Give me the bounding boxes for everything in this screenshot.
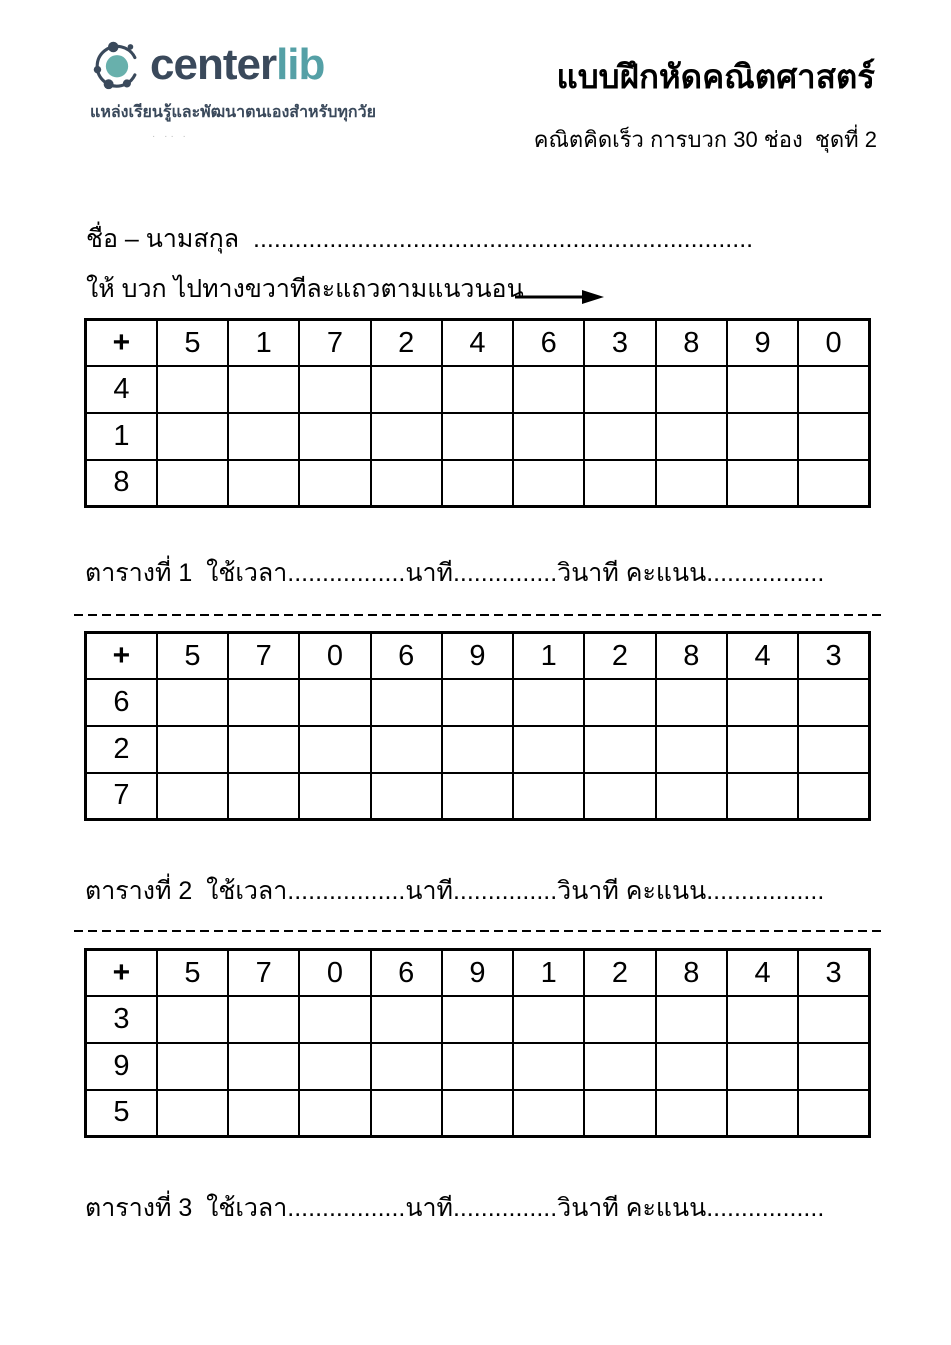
answer-cell bbox=[299, 726, 370, 773]
answer-cell bbox=[371, 1043, 442, 1090]
answer-cell bbox=[727, 726, 798, 773]
addition-table-2 bbox=[84, 631, 871, 821]
answer-cell bbox=[656, 1090, 727, 1137]
row-number-cell: 1 bbox=[86, 413, 157, 460]
header-number-cell: 3 bbox=[798, 633, 869, 680]
header-number-cell: 7 bbox=[228, 950, 299, 997]
header-number-cell: 2 bbox=[584, 633, 655, 680]
answer-cell bbox=[299, 1090, 370, 1137]
answer-cell bbox=[157, 726, 228, 773]
header-number-cell: 1 bbox=[513, 633, 584, 680]
answer-cell bbox=[656, 996, 727, 1043]
answer-cell bbox=[299, 413, 370, 460]
wordmark-secondary: lib bbox=[276, 40, 325, 89]
row-number-cell: 5 bbox=[86, 1090, 157, 1137]
header-number-cell: 8 bbox=[656, 950, 727, 997]
answer-cell bbox=[727, 996, 798, 1043]
answer-cell bbox=[157, 366, 228, 413]
answer-cell bbox=[371, 996, 442, 1043]
row-number-cell: 6 bbox=[86, 679, 157, 726]
header-number-cell: 1 bbox=[228, 320, 299, 367]
answer-cell bbox=[371, 773, 442, 820]
answer-cell bbox=[798, 773, 869, 820]
header-number-cell: 5 bbox=[157, 320, 228, 367]
header-number-cell: 9 bbox=[727, 320, 798, 367]
answer-cell bbox=[157, 679, 228, 726]
table-row bbox=[86, 1090, 870, 1137]
header-number-cell: 6 bbox=[513, 320, 584, 367]
answer-cell bbox=[371, 726, 442, 773]
answer-cell bbox=[798, 366, 869, 413]
row-number-cell: 7 bbox=[86, 773, 157, 820]
answer-cell bbox=[584, 1043, 655, 1090]
answer-cell bbox=[798, 679, 869, 726]
answer-cell bbox=[656, 1043, 727, 1090]
header-number-cell: 0 bbox=[798, 320, 869, 367]
answer-cell bbox=[727, 679, 798, 726]
centerlib-wordmark bbox=[150, 40, 324, 90]
table-1-caption: ตารางที่ 1 ใช้เวลา.................นาที...............วินาที คะแนน................. bbox=[85, 559, 825, 587]
answer-cell bbox=[513, 679, 584, 726]
page-subtitle: คณิตคิดเร็ว การบวก 30 ช่อง ชุดที่ 2 bbox=[533, 127, 877, 152]
answer-cell bbox=[228, 413, 299, 460]
table-row bbox=[86, 413, 870, 460]
answer-cell bbox=[513, 413, 584, 460]
answer-cell bbox=[584, 773, 655, 820]
header-number-cell: 0 bbox=[299, 950, 370, 997]
answer-cell bbox=[798, 1043, 869, 1090]
answer-cell bbox=[727, 366, 798, 413]
answer-cell bbox=[299, 366, 370, 413]
answer-cell bbox=[371, 1090, 442, 1137]
row-number-cell: 4 bbox=[86, 366, 157, 413]
answer-cell bbox=[727, 460, 798, 507]
row-number-cell: 8 bbox=[86, 460, 157, 507]
answer-cell bbox=[513, 996, 584, 1043]
header-number-cell: 5 bbox=[157, 633, 228, 680]
answer-cell bbox=[442, 1043, 513, 1090]
header-number-cell: 6 bbox=[371, 950, 442, 997]
answer-cell bbox=[584, 1090, 655, 1137]
operator-cell: + bbox=[86, 950, 157, 997]
answer-cell bbox=[371, 460, 442, 507]
answer-cell bbox=[228, 996, 299, 1043]
table-header-row bbox=[86, 950, 870, 997]
brand-tagline: แหล่งเรียนรู้และพัฒนาตนเองสำหรับทุกวัย bbox=[90, 104, 376, 121]
answer-cell bbox=[584, 413, 655, 460]
answer-cell bbox=[798, 996, 869, 1043]
answer-cell bbox=[584, 996, 655, 1043]
answer-cell bbox=[228, 773, 299, 820]
answer-cell bbox=[371, 413, 442, 460]
answer-cell bbox=[442, 460, 513, 507]
answer-cell bbox=[228, 460, 299, 507]
answer-cell bbox=[727, 1090, 798, 1137]
answer-cell bbox=[656, 460, 727, 507]
answer-cell bbox=[371, 366, 442, 413]
header-number-cell: 8 bbox=[656, 633, 727, 680]
answer-cell bbox=[157, 1043, 228, 1090]
answer-cell bbox=[656, 366, 727, 413]
header-number-cell: 8 bbox=[656, 320, 727, 367]
page-title: แบบฝึกหัดคณิตศาสตร์ bbox=[556, 58, 875, 95]
answer-cell bbox=[727, 1043, 798, 1090]
answer-cell bbox=[157, 413, 228, 460]
dashed-divider bbox=[74, 614, 882, 616]
answer-cell bbox=[228, 366, 299, 413]
header-number-cell: 1 bbox=[513, 950, 584, 997]
answer-cell bbox=[228, 679, 299, 726]
table-row bbox=[86, 460, 870, 507]
answer-cell bbox=[228, 1043, 299, 1090]
answer-cell bbox=[513, 726, 584, 773]
answer-cell bbox=[513, 1090, 584, 1137]
table-row bbox=[86, 773, 870, 820]
addition-table-3 bbox=[84, 948, 871, 1138]
answer-cell bbox=[157, 996, 228, 1043]
answer-cell bbox=[157, 460, 228, 507]
answer-cell bbox=[513, 1043, 584, 1090]
answer-cell bbox=[798, 460, 869, 507]
table-row bbox=[86, 726, 870, 773]
answer-cell bbox=[727, 413, 798, 460]
table-2-caption: ตารางที่ 2 ใช้เวลา.................นาที...............วินาที คะแนน................. bbox=[85, 877, 825, 905]
answer-cell bbox=[584, 460, 655, 507]
table-row bbox=[86, 679, 870, 726]
table-row bbox=[86, 1043, 870, 1090]
header-number-cell: 5 bbox=[157, 950, 228, 997]
centerlib-logo-icon bbox=[86, 33, 148, 102]
answer-cell bbox=[299, 460, 370, 507]
wordmark-primary: center bbox=[150, 40, 277, 89]
dashed-divider bbox=[74, 930, 882, 932]
answer-cell bbox=[157, 1090, 228, 1137]
row-number-cell: 9 bbox=[86, 1043, 157, 1090]
answer-cell bbox=[798, 413, 869, 460]
table-header-row bbox=[86, 633, 870, 680]
header-number-cell: 7 bbox=[228, 633, 299, 680]
instruction-text: ให้ บวก ไปทางขวาทีละแถวตามแนวนอน bbox=[86, 275, 524, 303]
header-number-cell: 9 bbox=[442, 950, 513, 997]
answer-cell bbox=[442, 366, 513, 413]
header-number-cell: 2 bbox=[584, 950, 655, 997]
header-number-cell: 4 bbox=[727, 950, 798, 997]
answer-cell bbox=[656, 679, 727, 726]
header-number-cell: 3 bbox=[584, 320, 655, 367]
table-header-row bbox=[86, 320, 870, 367]
answer-cell bbox=[442, 1090, 513, 1137]
table-row bbox=[86, 996, 870, 1043]
header-number-cell: 3 bbox=[798, 950, 869, 997]
header-number-cell: 4 bbox=[727, 633, 798, 680]
scan-artifact: · ·· · bbox=[152, 131, 189, 142]
answer-cell bbox=[656, 773, 727, 820]
answer-cell bbox=[442, 413, 513, 460]
name-field-line: ชื่อ – นามสกุล ........................................................................ bbox=[86, 225, 754, 253]
table-row bbox=[86, 366, 870, 413]
operator-cell: + bbox=[86, 320, 157, 367]
answer-cell bbox=[442, 726, 513, 773]
answer-cell bbox=[442, 996, 513, 1043]
answer-cell bbox=[299, 1043, 370, 1090]
answer-cell bbox=[656, 726, 727, 773]
row-number-cell: 2 bbox=[86, 726, 157, 773]
answer-cell bbox=[727, 773, 798, 820]
answer-cell bbox=[371, 679, 442, 726]
header-number-cell: 2 bbox=[371, 320, 442, 367]
header-number-cell: 4 bbox=[442, 320, 513, 367]
answer-cell bbox=[798, 1090, 869, 1137]
right-arrow-icon bbox=[514, 289, 606, 310]
answer-cell bbox=[513, 460, 584, 507]
answer-cell bbox=[513, 366, 584, 413]
answer-cell bbox=[228, 1090, 299, 1137]
answer-cell bbox=[228, 726, 299, 773]
header-number-cell: 6 bbox=[371, 633, 442, 680]
table-3-caption: ตารางที่ 3 ใช้เวลา.................นาที...............วินาที คะแนน................. bbox=[85, 1194, 825, 1222]
row-number-cell: 3 bbox=[86, 996, 157, 1043]
answer-cell bbox=[513, 773, 584, 820]
answer-cell bbox=[584, 366, 655, 413]
answer-cell bbox=[442, 679, 513, 726]
header-number-cell: 0 bbox=[299, 633, 370, 680]
answer-cell bbox=[299, 679, 370, 726]
answer-cell bbox=[798, 726, 869, 773]
operator-cell: + bbox=[86, 633, 157, 680]
answer-cell bbox=[656, 413, 727, 460]
answer-cell bbox=[584, 679, 655, 726]
answer-cell bbox=[442, 773, 513, 820]
header-number-cell: 9 bbox=[442, 633, 513, 680]
answer-cell bbox=[299, 996, 370, 1043]
header-number-cell: 7 bbox=[299, 320, 370, 367]
answer-cell bbox=[299, 773, 370, 820]
answer-cell bbox=[584, 726, 655, 773]
answer-cell bbox=[157, 773, 228, 820]
addition-table-1 bbox=[84, 318, 871, 508]
